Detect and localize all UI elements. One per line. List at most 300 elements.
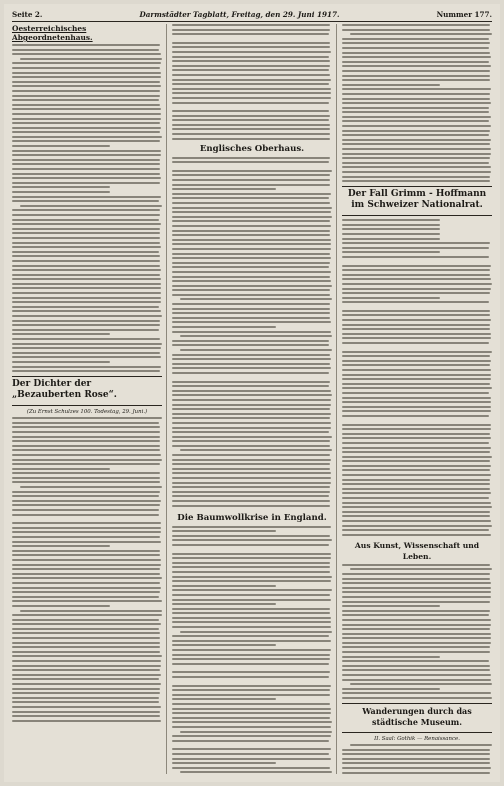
- text-line: [12, 449, 160, 451]
- text-line: [12, 587, 161, 589]
- text-line: [342, 355, 490, 357]
- text-line: [172, 174, 330, 176]
- text-line: [12, 660, 161, 662]
- text-line: [172, 184, 330, 186]
- text-line: [12, 306, 159, 308]
- text-line: [12, 352, 160, 354]
- text-line: [342, 360, 491, 362]
- text-line: [172, 649, 331, 651]
- text-line: [12, 338, 160, 340]
- text-line: [342, 148, 491, 150]
- text-line: [172, 193, 331, 195]
- text-line: [342, 328, 490, 330]
- text-line: [172, 698, 276, 700]
- text-line: [12, 623, 161, 625]
- text-line: [172, 280, 331, 282]
- text-line: [342, 397, 491, 399]
- text-line: [342, 619, 491, 621]
- text-line: [342, 383, 490, 385]
- text-line: [12, 536, 160, 538]
- column-separator: [336, 24, 337, 774]
- text-line: [12, 422, 159, 424]
- text-line: [342, 665, 490, 667]
- text-line: [12, 333, 110, 335]
- text-line: [12, 531, 161, 533]
- text-line: [342, 520, 491, 522]
- text-line: [172, 491, 330, 493]
- text-line: [172, 253, 330, 255]
- article-body: [342, 564, 492, 699]
- text-line: [172, 308, 330, 310]
- text-line: [12, 191, 110, 193]
- text-line: [342, 342, 489, 344]
- text-line: [172, 589, 332, 591]
- text-line: [342, 98, 490, 100]
- text-line: [180, 349, 332, 351]
- text-line: [342, 283, 492, 285]
- text-line: [342, 143, 490, 145]
- text-line: [342, 392, 489, 394]
- text-line: [342, 451, 490, 453]
- text-line: [172, 367, 331, 369]
- text-line: [172, 42, 330, 44]
- text-line: [12, 265, 160, 267]
- text-line: [342, 265, 491, 267]
- text-line: [342, 483, 490, 485]
- text-line: [12, 361, 110, 363]
- text-line: [342, 749, 490, 751]
- text-line: [342, 406, 491, 408]
- text-line: [180, 731, 332, 733]
- text-line: [172, 74, 330, 76]
- text-line: [342, 24, 490, 26]
- text-line: [12, 219, 159, 221]
- text-line: [342, 679, 491, 681]
- text-line: [172, 762, 276, 764]
- text-line: [12, 108, 161, 110]
- text-line: [172, 202, 330, 204]
- text-line: [12, 62, 161, 64]
- text-line: [12, 131, 160, 133]
- column-separator: [166, 24, 167, 774]
- text-line: [12, 127, 161, 129]
- text-line: [12, 614, 162, 616]
- text-line: [12, 514, 159, 516]
- text-line: [12, 431, 160, 433]
- text-line: [342, 364, 490, 366]
- text-line: [12, 370, 160, 372]
- text-line: [342, 534, 491, 536]
- article-title: Der Fall Grimm - Hoffmann im Schweizer Nationalrat.: [347, 189, 487, 211]
- text-line: [172, 331, 331, 333]
- text-line: [172, 188, 276, 190]
- text-line: [180, 631, 332, 633]
- text-line: [12, 669, 160, 671]
- text-line: [172, 138, 330, 140]
- text-line: [342, 324, 490, 326]
- text-line: [172, 689, 330, 691]
- text-line: [172, 97, 331, 99]
- text-line: [20, 58, 162, 60]
- text-line: [172, 557, 331, 559]
- text-line: [12, 283, 161, 285]
- text-line: [172, 427, 331, 429]
- text-line: [342, 669, 490, 671]
- text-line: [172, 157, 330, 159]
- article-body: [342, 219, 492, 536]
- text-line: [342, 651, 490, 653]
- article-title: Oesterreichisches Abgeordnetenhaus.: [12, 24, 93, 42]
- text-line: [12, 214, 160, 216]
- text-line: [12, 81, 160, 83]
- text-line: [342, 56, 491, 58]
- text-line: [172, 626, 331, 628]
- text-line: [180, 449, 332, 451]
- text-line: [12, 500, 161, 502]
- text-line: [172, 197, 329, 199]
- text-line: [12, 678, 159, 680]
- text-line: [342, 474, 491, 476]
- column-3: [342, 24, 492, 776]
- text-line: [180, 298, 332, 300]
- text-line: [350, 683, 492, 685]
- text-line: [12, 568, 160, 570]
- text-line: [172, 170, 332, 172]
- article-body: [342, 744, 492, 776]
- text-line: [342, 387, 492, 389]
- text-line: [342, 84, 440, 86]
- text-line: [342, 38, 489, 40]
- text-line: [172, 179, 330, 181]
- text-line: [172, 721, 332, 723]
- text-line: [12, 168, 160, 170]
- text-line: [172, 394, 332, 396]
- text-line: [12, 628, 159, 630]
- page-header: [12, 8, 492, 20]
- text-line: [342, 219, 440, 221]
- article-subtitle: II. Saal: Gothik — Renaissance.: [374, 736, 460, 742]
- text-line: [20, 486, 162, 488]
- text-line: [172, 257, 331, 259]
- text-line: [172, 436, 332, 438]
- text-line: [342, 529, 489, 531]
- text-line: [12, 255, 160, 257]
- text-line: [342, 460, 490, 462]
- text-line: [172, 535, 330, 537]
- text-line: [12, 150, 161, 152]
- text-line: [342, 176, 490, 178]
- text-line: [342, 47, 489, 49]
- text-line: [172, 69, 329, 71]
- text-line: [342, 171, 491, 173]
- text-line: [12, 246, 161, 248]
- text-line: [342, 410, 491, 412]
- text-line: [12, 527, 161, 529]
- text-line: [12, 674, 161, 676]
- text-line: [12, 320, 160, 322]
- text-line: [12, 159, 160, 161]
- text-line: [342, 610, 490, 612]
- text-line: [12, 573, 160, 575]
- text-line: [12, 477, 160, 479]
- text-line: [342, 401, 491, 403]
- text-line: [172, 248, 331, 250]
- text-line: [172, 363, 330, 365]
- text-line: [12, 301, 161, 303]
- text-line: [172, 354, 330, 356]
- text-line: [342, 111, 489, 113]
- text-line: [20, 205, 162, 207]
- text-line: [12, 343, 162, 345]
- text-line: [12, 596, 159, 598]
- text-line: [342, 247, 489, 249]
- text-line: [12, 637, 160, 639]
- text-line: [12, 366, 161, 368]
- text-line: [342, 573, 490, 575]
- text-line: [342, 134, 489, 136]
- text-line: [12, 541, 161, 543]
- text-line: [172, 234, 330, 236]
- text-line: [172, 599, 331, 601]
- header-rule: [12, 21, 492, 22]
- text-line: [12, 177, 161, 179]
- text-line: [12, 67, 160, 69]
- text-line: [172, 459, 331, 461]
- text-line: [342, 180, 490, 182]
- text-line: [180, 771, 332, 773]
- text-line: [172, 576, 332, 578]
- text-line: [342, 369, 491, 371]
- text-line: [12, 140, 160, 142]
- text-line: [342, 233, 440, 235]
- text-line: [172, 230, 330, 232]
- text-line: [172, 390, 331, 392]
- text-line: [172, 530, 276, 532]
- text-line: [172, 553, 331, 555]
- text-line: [172, 676, 329, 678]
- text-line: [12, 605, 110, 607]
- text-line: [12, 504, 160, 506]
- text-line: [342, 130, 490, 132]
- text-line: [172, 526, 331, 528]
- text-line: [172, 635, 329, 637]
- text-line: [342, 224, 440, 226]
- article-subtitle: (Zu Ernst Schulzes 100. Todestag, 29. Juni.): [26, 409, 148, 416]
- text-line: [342, 767, 491, 769]
- text-line: [172, 580, 331, 582]
- article-title: Wanderungen durch das städtische Museum.: [362, 706, 472, 727]
- text-line: [12, 228, 160, 230]
- text-line: [172, 312, 330, 314]
- text-line: [12, 619, 159, 621]
- text-line: [342, 637, 491, 639]
- text-line: [172, 500, 330, 502]
- article-body: [12, 417, 162, 722]
- text-line: [172, 472, 331, 474]
- text-line: [342, 437, 491, 439]
- text-line: [12, 706, 161, 708]
- article-body: [172, 526, 332, 776]
- text-line: [172, 294, 330, 296]
- text-line: [12, 269, 161, 271]
- text-line: [12, 292, 161, 294]
- text-line: [172, 422, 331, 424]
- text-line: [12, 692, 160, 694]
- text-line: [342, 697, 492, 699]
- text-line: [12, 90, 160, 92]
- text-line: [342, 238, 440, 240]
- text-line: [342, 660, 489, 662]
- text-line: [12, 136, 162, 138]
- text-line: [172, 92, 331, 94]
- text-line: [12, 223, 161, 225]
- text-line: [172, 594, 330, 596]
- text-line: [342, 582, 491, 584]
- text-line: [342, 578, 490, 580]
- text-line: [342, 242, 490, 244]
- text-line: [12, 715, 160, 717]
- text-line: [342, 88, 491, 90]
- text-line: [342, 61, 489, 63]
- text-line: [12, 85, 161, 87]
- text-line: [172, 321, 331, 323]
- text-line: [12, 163, 160, 165]
- text-line: [172, 708, 331, 710]
- text-line: [172, 79, 331, 81]
- text-line: [12, 196, 161, 198]
- text-line: [172, 486, 330, 488]
- text-line: [342, 415, 489, 417]
- text-line: [172, 344, 329, 346]
- text-line: [172, 124, 330, 126]
- text-line: [172, 495, 329, 497]
- text-line: [12, 329, 159, 331]
- text-line: [12, 577, 162, 579]
- text-line: [172, 119, 329, 121]
- text-line: [342, 587, 491, 589]
- text-line: [342, 251, 440, 253]
- text-line: [12, 182, 160, 184]
- text-line: [172, 110, 329, 112]
- text-line: [12, 550, 160, 552]
- article-body: [12, 44, 162, 372]
- text-line: [172, 216, 332, 218]
- text-line: [172, 271, 331, 273]
- text-line: [342, 351, 492, 353]
- text-line: [172, 468, 330, 470]
- text-line: [342, 29, 490, 31]
- text-line: [342, 614, 489, 616]
- text-line: [172, 225, 331, 227]
- text-line: [12, 711, 160, 713]
- text-line: [342, 447, 491, 449]
- text-line: [12, 274, 160, 276]
- masthead-date: Darmstädter Tagblatt, Freitag, den 29. Juni 1917.: [139, 9, 340, 19]
- text-line: [342, 319, 491, 321]
- text-line: [342, 692, 491, 694]
- text-line: [172, 65, 330, 67]
- text-line: [172, 161, 329, 163]
- text-line: [350, 568, 492, 570]
- text-line: [342, 591, 491, 593]
- text-line: [12, 564, 161, 566]
- text-line: [172, 128, 330, 130]
- text-line: [342, 674, 491, 676]
- issue-number: Nummer 177.: [436, 9, 492, 19]
- text-line: [172, 726, 331, 728]
- text-line: [172, 445, 330, 447]
- text-line: [342, 758, 490, 760]
- text-line: [342, 642, 491, 644]
- text-line: [172, 46, 330, 48]
- text-line: [172, 758, 331, 760]
- text-line: [342, 75, 490, 77]
- text-line: [12, 417, 162, 419]
- text-line: [12, 72, 161, 74]
- text-line: [12, 459, 162, 461]
- text-line: [342, 601, 490, 603]
- text-line: [172, 372, 329, 374]
- text-line: [12, 655, 162, 657]
- text-line: [172, 717, 330, 719]
- text-line: [172, 381, 330, 383]
- text-line: [12, 122, 160, 124]
- text-line: [172, 694, 330, 696]
- text-line: [172, 505, 330, 507]
- text-line: [342, 52, 490, 54]
- text-line: [342, 278, 491, 280]
- article-body: [342, 24, 492, 182]
- text-line: [172, 289, 330, 291]
- text-line: [12, 688, 160, 690]
- text-line: [172, 207, 332, 209]
- column-1: [12, 24, 162, 776]
- text-line: [12, 95, 160, 97]
- text-line: [12, 186, 110, 188]
- text-line: [172, 115, 330, 117]
- text-line: [12, 324, 160, 326]
- text-line: [12, 545, 110, 547]
- text-line: [342, 506, 492, 508]
- text-line: [12, 463, 160, 465]
- text-line: [342, 292, 490, 294]
- text-line: [342, 656, 440, 658]
- text-line: [172, 562, 330, 564]
- text-line: [342, 502, 491, 504]
- text-line: [172, 658, 330, 660]
- text-line: [12, 481, 160, 483]
- text-line: [342, 492, 491, 494]
- text-line: [342, 488, 490, 490]
- text-line: [172, 539, 332, 541]
- text-line: [12, 559, 161, 561]
- text-line: [342, 93, 490, 95]
- text-line: [172, 413, 331, 415]
- text-line: [172, 51, 331, 53]
- column-2: [172, 24, 332, 776]
- text-line: [342, 465, 491, 467]
- text-line: [172, 317, 330, 319]
- text-line: [342, 107, 489, 109]
- text-line: [12, 632, 160, 634]
- article-title: Aus Kunst, Wissenschaft und Leben.: [354, 540, 480, 561]
- text-line: [12, 297, 161, 299]
- text-line: [172, 454, 330, 456]
- text-line: [12, 468, 110, 470]
- text-line: [342, 633, 491, 635]
- text-line: [12, 356, 161, 358]
- text-line: [172, 463, 330, 465]
